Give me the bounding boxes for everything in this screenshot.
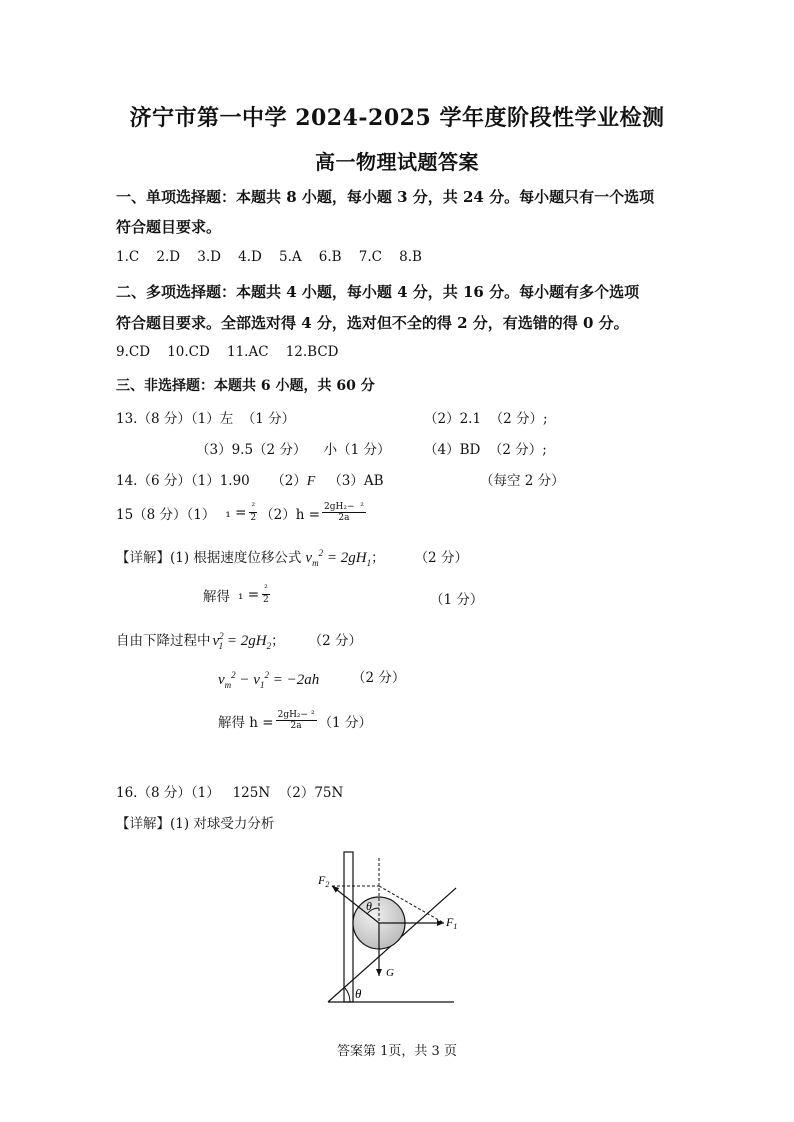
- page-title: 济宁市第一中学 2024-2025 学年度阶段性学业检测: [129, 105, 665, 131]
- section1-answers: 1.C 2.D 3.D 4.D 5.A 6.B 7.C 8.B: [116, 249, 422, 265]
- force-diagram: [310, 848, 470, 1010]
- q15-detail: 【详解】(1) 根据速度位移公式 $v_m^2 = 2gH_1$ ； （2 分）: [116, 548, 468, 568]
- section2-answers: 9.CD 10.CD 11.AC 12.BCD: [116, 344, 339, 360]
- section3-heading: 三、非选择题：本题共 6 小题，共 60 分: [116, 378, 375, 394]
- q13-part2: （2）2.1 （2 分）;: [424, 411, 548, 427]
- label-theta-top: θ: [366, 899, 372, 913]
- q13-part1: 13.（8 分）（1）左 （1 分）: [116, 411, 296, 427]
- q13-part4: （4）BD （2 分）;: [424, 442, 547, 458]
- wall: [344, 852, 353, 1002]
- q15-solve1-score: （1 分）: [430, 592, 484, 608]
- q15-decel: $v_m^2 - v_1^2 = -2ah$: [218, 670, 320, 690]
- q15-solve2: 解得 h = $\frac{\text{2gH₂− ²}}{2a}$ （1 分）: [218, 710, 372, 731]
- section1-heading-line2: 符合题目要求。: [116, 218, 222, 236]
- q15-freefall: 自由下降过程中 $v^2_1 = 2gH_2$ ； （2 分）: [116, 631, 363, 651]
- page-footer: 答案第 1页，共 3 页: [337, 1044, 457, 1059]
- section2-heading-line2: 符合题目要求。全部选对得 4 分，选对但不全的得 2 分，有选错的得 0 分。: [116, 314, 629, 332]
- label-f2: $F_2$: [318, 873, 330, 889]
- q13-part3: （3）9.5（2 分） 小（1 分）: [196, 442, 391, 458]
- q14-answers: 14.（6 分）（1）1.90 （2）F （3）AB: [116, 473, 384, 489]
- label-f1: $F_1$: [446, 915, 458, 931]
- label-g: G: [386, 967, 394, 979]
- q16-answers: 16.（8 分）（1） 125N （2）75N: [116, 785, 344, 801]
- q16-detail: 【详解】(1) 对球受力分析: [116, 816, 275, 832]
- q15-solve1: 解得 ₁ = $\frac{\text{²}}{2}$: [203, 584, 269, 605]
- section1-heading-line1: 一、单项选择题：本题共 8 小题，每小题 3 分，共 24 分。每小题只有一个选项: [116, 188, 655, 206]
- section2-heading-line1: 二、多项选择题：本题共 4 小题，每小题 4 分，共 16 分。每小题有多个选项: [116, 283, 640, 301]
- label-theta-bottom: θ: [355, 986, 362, 1001]
- q15-decel-score: （2 分）: [352, 670, 406, 686]
- q15-answers: 15（8 分）（1） ₁ = $\frac{\text{²}}{2}$ （2）h = $\frac{\text{2gH₂− ²}}{2a}$: [116, 502, 364, 523]
- page-subtitle: 高一物理试题答案: [315, 150, 479, 174]
- q14-score-note: （每空 2 分）: [480, 473, 565, 489]
